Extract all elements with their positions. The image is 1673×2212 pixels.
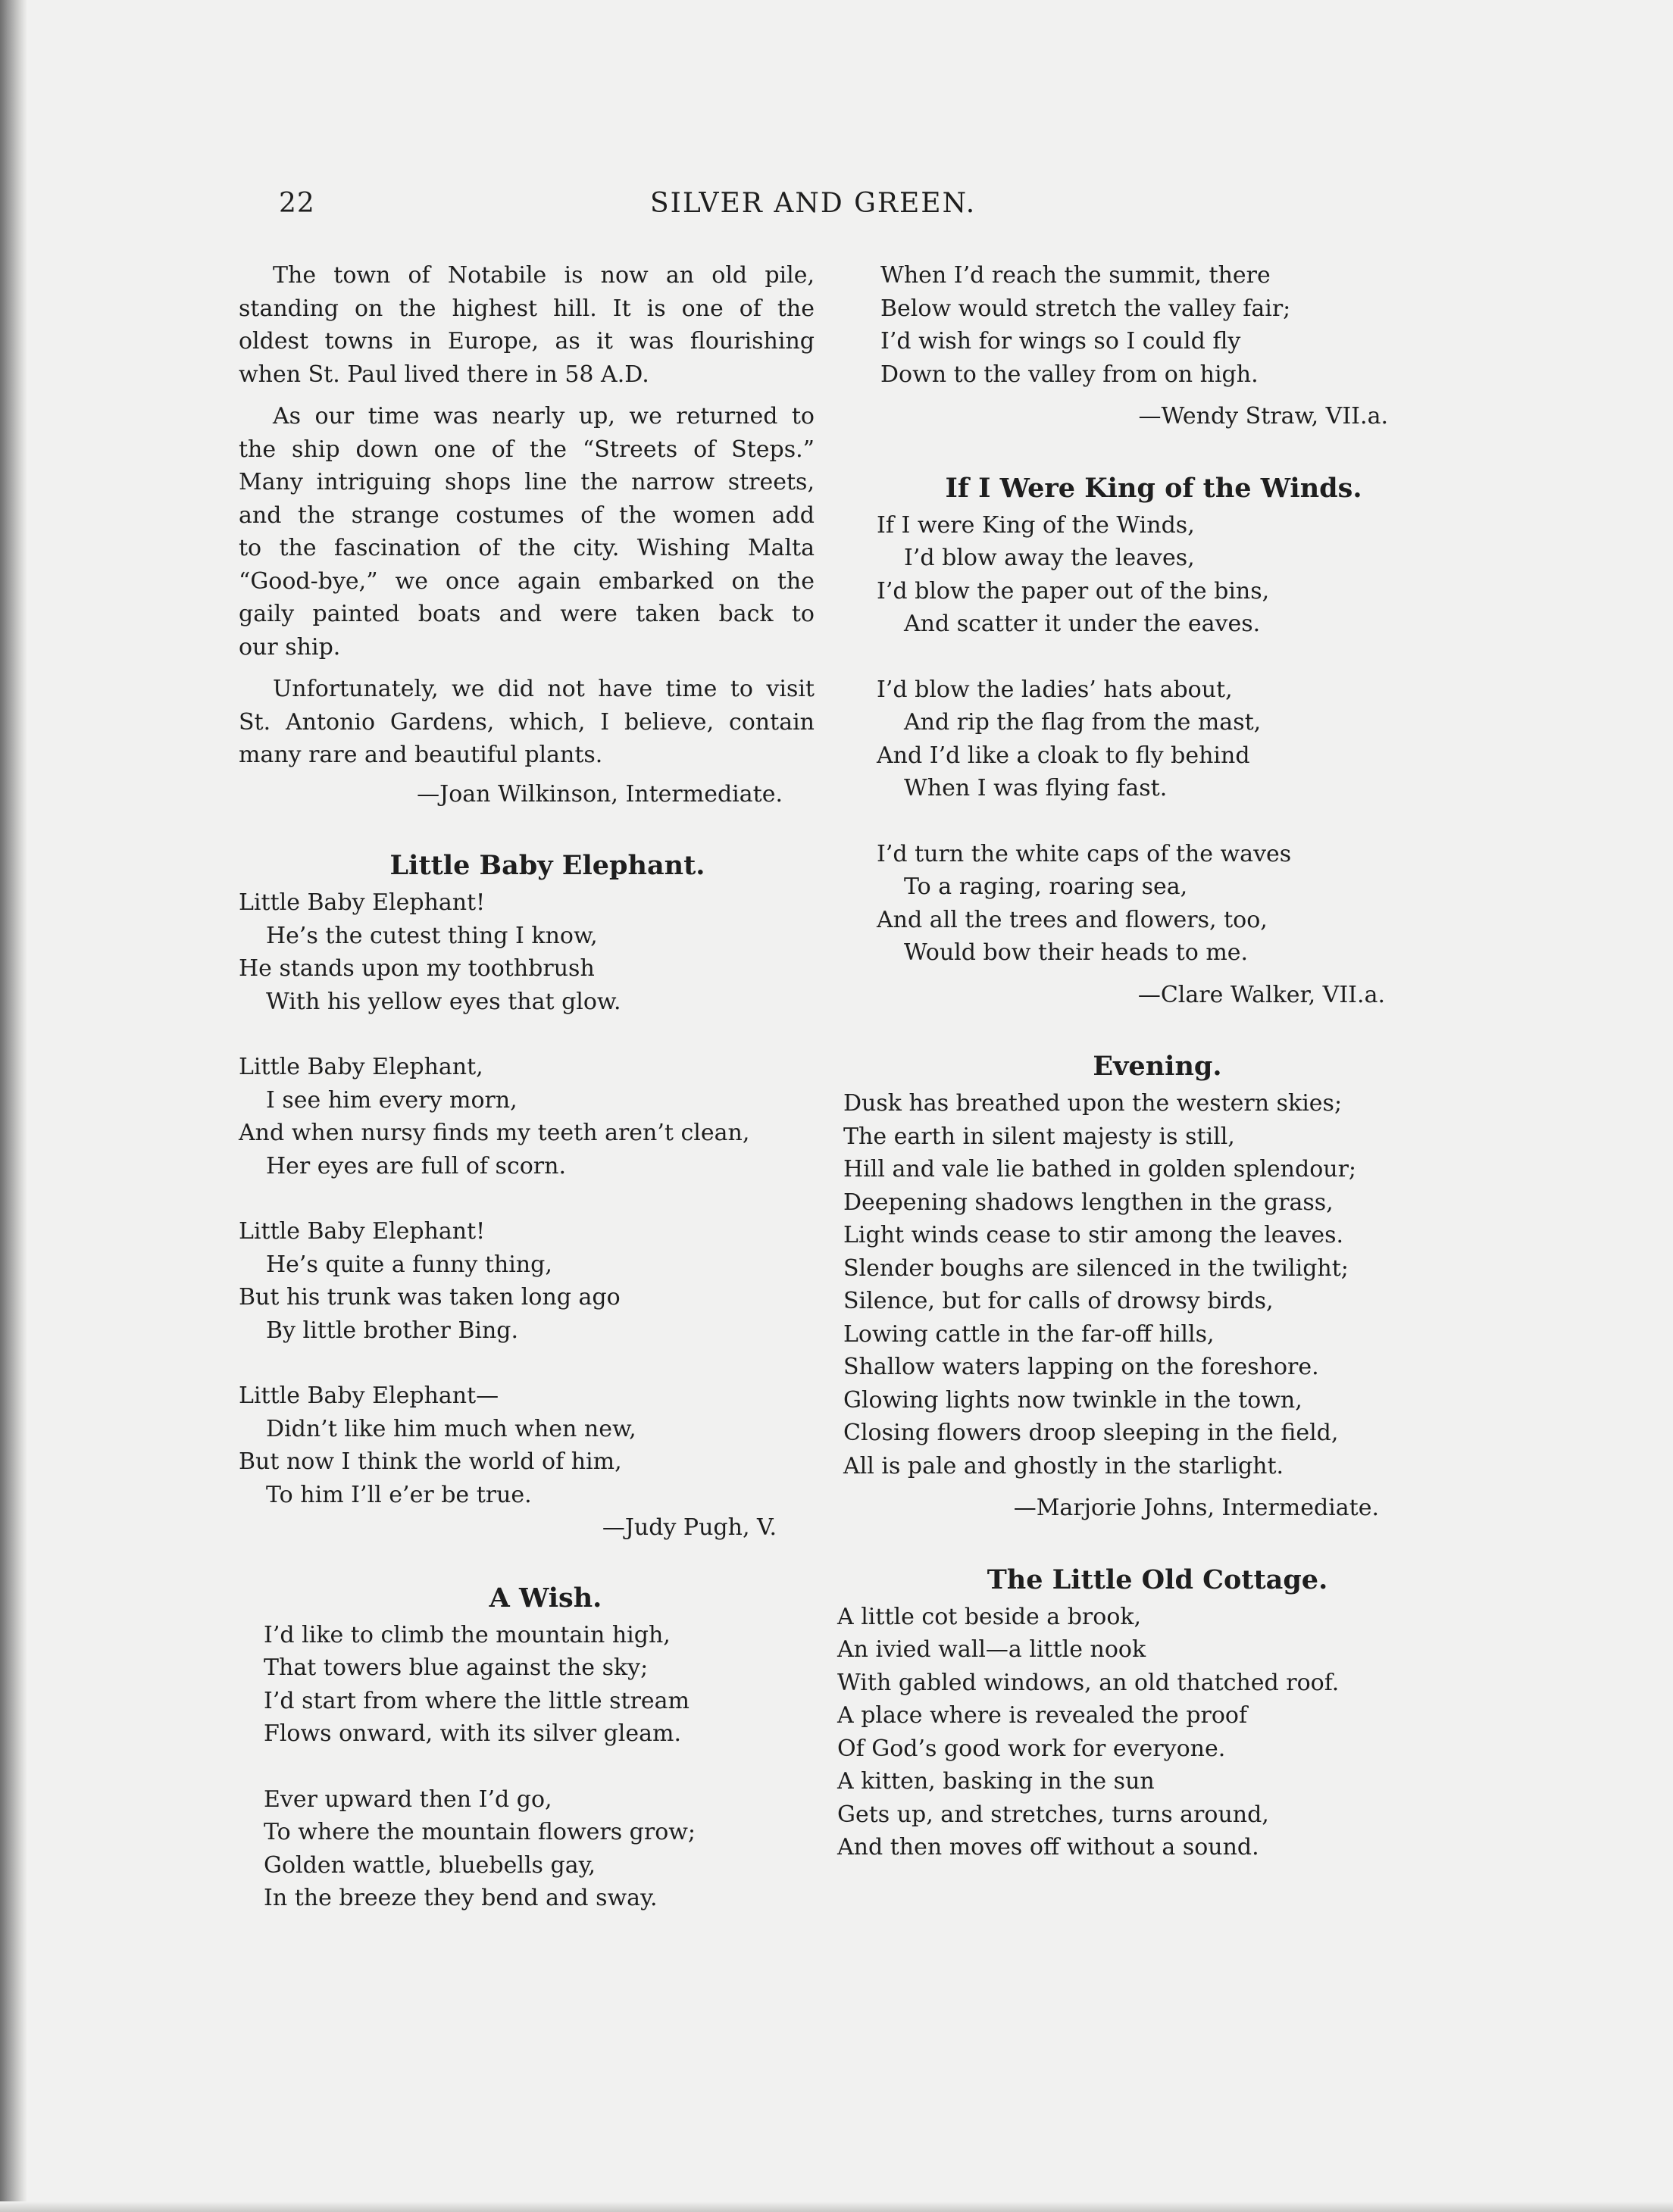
poem-line: Her eyes are full of scorn. — [266, 1152, 567, 1179]
poem-line: To where the mountain flowers grow; — [264, 1819, 696, 1845]
poem-title: Evening. — [1093, 1051, 1222, 1082]
byline: —Clare Walker, VII.a. — [1137, 981, 1385, 1008]
text-line: our ship. — [239, 633, 341, 661]
poem-line: Light winds cease to stir among the leaves. — [843, 1222, 1344, 1248]
poem-line: Closing flowers droop sleeping in the field, — [843, 1420, 1339, 1446]
poem-line: Didn’t like him much when new, — [266, 1415, 636, 1442]
text-line: to the fascination of the city. Wishing Malta — [239, 535, 815, 561]
poem-line: He’s the cutest thing I know, — [266, 922, 598, 949]
poem-line: If I were King of the Winds, — [877, 511, 1195, 539]
poem-line: Glowing lights now twinkle in the town, — [843, 1386, 1302, 1414]
poem-line: I’d turn the white caps of the waves — [877, 840, 1292, 867]
poem-a-wish-continued — [837, 259, 1424, 391]
poem-line: Below would stretch the valley fair; — [880, 295, 1291, 322]
text-line: standing on the highest hill. It is one of the — [239, 295, 815, 322]
poem-line: To a raging, roaring sea, — [904, 873, 1188, 900]
text-line: The town of Notabile is now an old pile, — [273, 262, 815, 289]
poem-line: The earth in silent majesty is still, — [843, 1123, 1235, 1150]
byline: —Wendy Straw, VII.a. — [1138, 403, 1388, 430]
poem-line: Would bow their heads to me. — [904, 939, 1249, 966]
poem-evening — [837, 1087, 1424, 1482]
poem-line: In the breeze they bend and sway. — [264, 1885, 658, 1911]
poem-line: And scatter it under the eaves. — [904, 611, 1261, 637]
poem-title: If I Were King of the Winds. — [945, 472, 1362, 504]
poem-line: I’d blow away the leaves, — [904, 545, 1195, 571]
poem-line: And all the trees and flowers, too, — [877, 906, 1268, 933]
text-line: “Good-bye,” we once again embarked on the — [239, 567, 815, 595]
poem-line: Dusk has breathed upon the western skies; — [843, 1090, 1343, 1117]
text-line: oldest towns in Europe, as it was flourishing — [239, 328, 815, 355]
poem-line: I’d start from where the little stream — [264, 1687, 690, 1714]
poem-line: That towers blue against the sky; — [264, 1654, 649, 1681]
poem-line: But now I think the world of him, — [239, 1448, 622, 1475]
article-paragraph — [239, 400, 815, 664]
poem-title: A Wish. — [489, 1582, 602, 1614]
poem-line: Silence, but for calls of drowsy birds, — [843, 1288, 1274, 1314]
article-paragraph — [239, 259, 815, 391]
poem-line: To him I’ll e’er be true. — [266, 1481, 532, 1508]
poem-line: Little Baby Elephant! — [239, 1218, 486, 1245]
poem-line: Little Baby Elephant— — [239, 1382, 499, 1409]
poem-line: And rip the flag from the mast, — [904, 709, 1262, 736]
poem-line: A place where is revealed the proof — [837, 1702, 1248, 1729]
poem-line: I’d like to climb the mountain high, — [264, 1621, 671, 1648]
poem-line: Of God’s good work for everyone. — [837, 1735, 1226, 1762]
text-line: gaily painted boats and were taken back to — [239, 601, 815, 627]
poem-line: Gets up, and stretches, turns around, — [837, 1801, 1269, 1828]
poem-king-of-the-winds — [837, 509, 1424, 970]
poem-line: Little Baby Elephant! — [239, 889, 486, 916]
poem-line: I’d blow the paper out of the bins, — [877, 577, 1270, 605]
text-line: St. Antonio Gardens, which, I believe, contain — [239, 708, 815, 736]
poem-line: An ivied wall—a little nook — [837, 1636, 1146, 1663]
poem-line: A kitten, basking in the sun — [837, 1768, 1155, 1795]
book-binding-shadow — [0, 0, 27, 2212]
page-header — [0, 188, 1673, 226]
poem-line: I’d wish for wings so I could fly — [880, 328, 1241, 355]
poem-line: With gabled windows, an old thatched roof. — [837, 1669, 1340, 1696]
poem-line: Hill and vale lie bathed in golden splendour; — [843, 1156, 1357, 1183]
poem-title: The Little Old Cottage. — [987, 1564, 1328, 1595]
poem-line: He stands upon my toothbrush — [239, 955, 595, 982]
text-line: many rare and beautiful plants. — [239, 742, 603, 768]
poem-line: Golden wattle, bluebells gay, — [264, 1851, 596, 1879]
text-line: As our time was nearly up, we returned to — [273, 403, 815, 430]
poem-a-wish — [239, 1619, 815, 1915]
left-column — [239, 259, 815, 1915]
poem-line: Down to the valley from on high. — [880, 361, 1259, 388]
poem-line: I’d blow the ladies’ hats about, — [877, 676, 1233, 703]
byline: —Joan Wilkinson, Intermediate. — [417, 780, 783, 808]
malta-article — [239, 259, 815, 811]
text-line: the ship down one of the “Streets of Steps.” — [239, 436, 815, 463]
text-line: Unfortunately, we did not have time to visit — [273, 676, 815, 702]
right-column — [837, 259, 1424, 1864]
poem-little-baby-elephant — [239, 886, 815, 1511]
poem-line: A little cot beside a brook, — [837, 1603, 1142, 1630]
poem-line: With his yellow eyes that glow. — [266, 988, 621, 1015]
poem-line: He’s quite a funny thing, — [266, 1251, 552, 1278]
byline: —Judy Pugh, V. — [602, 1514, 777, 1541]
page-number: 22 — [279, 188, 315, 219]
poem-line: And when nursy finds my teeth aren’t clean, — [239, 1120, 750, 1146]
poem-line: Slender boughs are silenced in the twilight; — [843, 1254, 1349, 1282]
page-bottom-edge — [0, 2201, 1673, 2212]
poem-line: When I’d reach the summit, there — [880, 262, 1271, 289]
poem-line: By little brother Bing. — [266, 1317, 519, 1344]
poem-line: And then moves off without a sound. — [837, 1834, 1259, 1861]
poem-line: Little Baby Elephant, — [239, 1054, 483, 1080]
poem-line: Shallow waters lapping on the foreshore. — [843, 1354, 1319, 1380]
poem-line: Flows onward, with its silver gleam. — [264, 1720, 682, 1747]
poem-line: All is pale and ghostly in the starlight. — [843, 1452, 1284, 1479]
text-line: and the strange costumes of the women add — [239, 501, 815, 529]
poem-line: And I’d like a cloak to fly behind — [877, 742, 1250, 769]
running-title: SILVER AND GREEN. — [650, 188, 977, 219]
byline: —Marjorie Johns, Intermediate. — [1013, 1495, 1379, 1521]
poem-line: But his trunk was taken long ago — [239, 1284, 621, 1311]
poem-line: I see him every morn, — [266, 1086, 518, 1114]
text-line: when St. Paul lived there in 58 A.D. — [239, 361, 649, 388]
poem-line: Deepening shadows lengthen in the grass, — [843, 1189, 1334, 1216]
poem-line: Lowing cattle in the far-off hills, — [843, 1320, 1215, 1348]
article-paragraph — [239, 673, 815, 772]
poem-line: When I was flying fast. — [904, 775, 1168, 801]
poem-little-old-cottage — [837, 1601, 1424, 1864]
poem-title: Little Baby Elephant. — [389, 850, 705, 881]
poem-line: Ever upward then I’d go, — [264, 1786, 552, 1813]
text-line: Many intriguing shops line the narrow streets, — [239, 469, 815, 495]
